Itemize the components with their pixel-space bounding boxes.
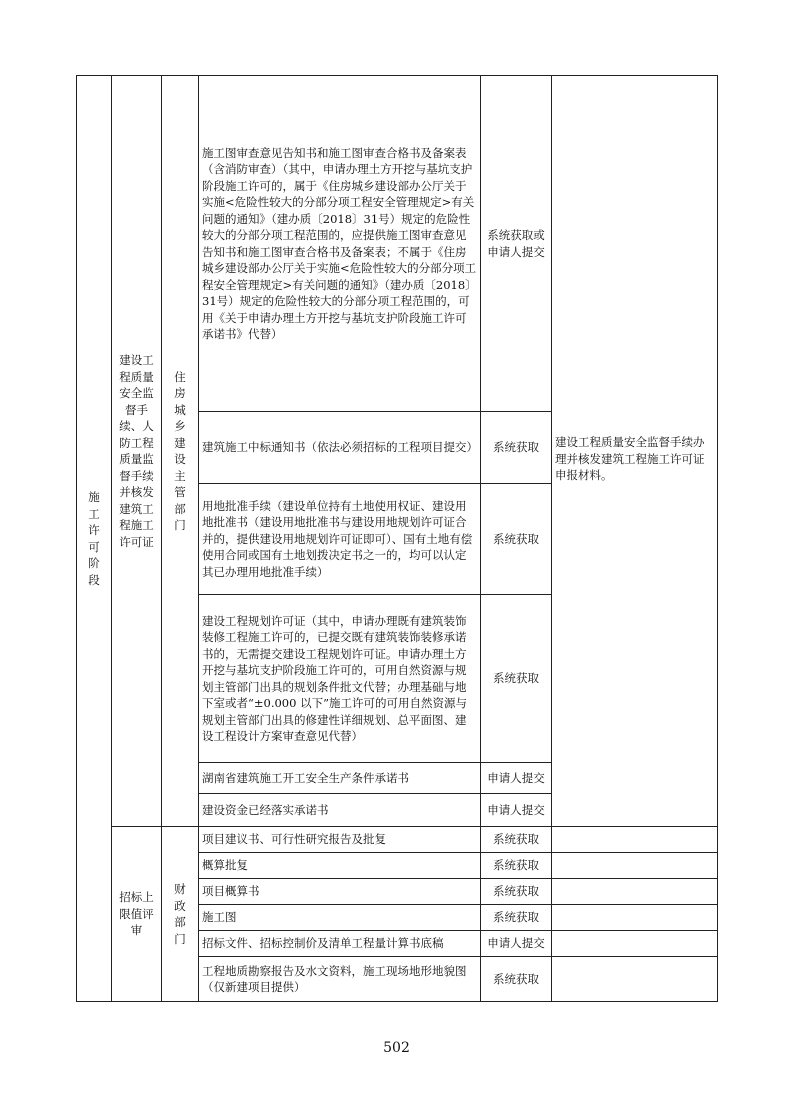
note-cell: 建设工程质量安全监督手续办理并核发建筑工程施工许可证申报材料。 <box>552 76 718 827</box>
note-empty-cell <box>552 905 718 931</box>
source-cell: 系统获取 <box>481 957 552 1002</box>
material-cell: 建设工程规划许可证（其中，申请办理既有建筑装饰装修工程施工许可的，已提交既有建筑装饰装修承诺书的，无需提交建设工程规划许可证。申请办理土方开挖与基坑支护阶段施工许可的，可用自然资源与规划主管部门出具的规划条件批文代替；办理基础与地下室或者“±0.000 以下”施工许可的可用自然资源与规划主管部门出具的修建性详细规划、总平面图、建设工程设计方案审查意见代替） <box>199 595 481 763</box>
note-empty-cell <box>552 853 718 879</box>
material-cell: 项目建议书、可行性研究报告及批复 <box>199 827 481 853</box>
table-row <box>77 827 718 853</box>
note-empty-cell <box>552 827 718 853</box>
table-row <box>77 76 718 412</box>
item-cell: 建设工程质量安全监督手续、人防工程质量监督手续并核发建筑工程施工许可证 <box>112 76 162 827</box>
source-cell: 系统获取 <box>481 853 552 879</box>
material-cell: 湖南省建筑施工开工安全生产条件承诺书 <box>199 763 481 794</box>
page-number: 502 <box>383 1040 410 1056</box>
source-cell: 申请人提交 <box>481 763 552 794</box>
source-cell: 系统获取 <box>481 484 552 595</box>
materials-table <box>76 75 718 1002</box>
dept-cell: 住房城乡建设主管部门 <box>162 76 199 827</box>
material-cell: 项目概算书 <box>199 879 481 905</box>
source-cell: 申请人提交 <box>481 931 552 957</box>
source-cell: 申请人提交 <box>481 794 552 827</box>
source-text: 系统获取或申请人提交 <box>487 228 545 259</box>
source-cell: 系统获取 <box>481 595 552 763</box>
note-empty-cell <box>552 931 718 957</box>
note-empty-cell <box>552 957 718 1002</box>
material-cell: 施工图 <box>199 905 481 931</box>
material-cell: 建设资金已经落实承诺书 <box>199 794 481 827</box>
material-cell: 施工图审查意见告知书和施工图审查合格书及备案表（含消防审查）（其中，申请办理土方开挖与基坑支护阶段施工许可的，属于《住房城乡建设部办公厅关于实施<危险性较大的分部分项工程安全管理规定>有关问题的通知》（建办质〔2018〕31号）规定的危险性较大的分部分项工程范围的，应提供施工图审查意见告知书和施工图审查合格书及备案表；不属于《住房城乡建设部办公厅关于实施<危险性较大的分部分项工程安全管理规定>有关问题的通知》（建办质〔2018〕31号）规定的危险性较大的分部分项工程范围的，可用《关于申请办理土方开挖与基坑支护阶段施工许可承诺书》代替） <box>199 76 481 412</box>
source-cell: 系统获取 <box>481 412 552 484</box>
note-empty-cell <box>552 879 718 905</box>
dept-cell: 财政部门 <box>162 827 199 1002</box>
material-cell: 建筑施工中标通知书（依法必须招标的工程项目提交） <box>199 412 481 484</box>
item-cell: 招标上限值评审 <box>112 827 162 1002</box>
material-cell: 工程地质勘察报告及水文资料，施工现场地形地貌图（仅新建项目提供） <box>199 957 481 1002</box>
source-cell: 系统获取 <box>481 905 552 931</box>
material-cell: 用地批准手续（建设单位持有土地使用权证、建设用地批准书（建设用地批准书与建设用地规划许可证合并的，提供建设用地规划许可证即可）、国有土地有偿使用合同或国有土地划拨决定书之一的，均可以认定其已办理用地批准手续） <box>199 484 481 595</box>
source-cell <box>481 76 552 412</box>
stage-cell: 施工许可阶段 <box>77 76 112 1002</box>
material-cell: 概算批复 <box>199 853 481 879</box>
source-cell: 系统获取 <box>481 879 552 905</box>
material-cell: 招标文件、招标控制价及清单工程量计算书底稿 <box>199 931 481 957</box>
source-cell: 系统获取 <box>481 827 552 853</box>
